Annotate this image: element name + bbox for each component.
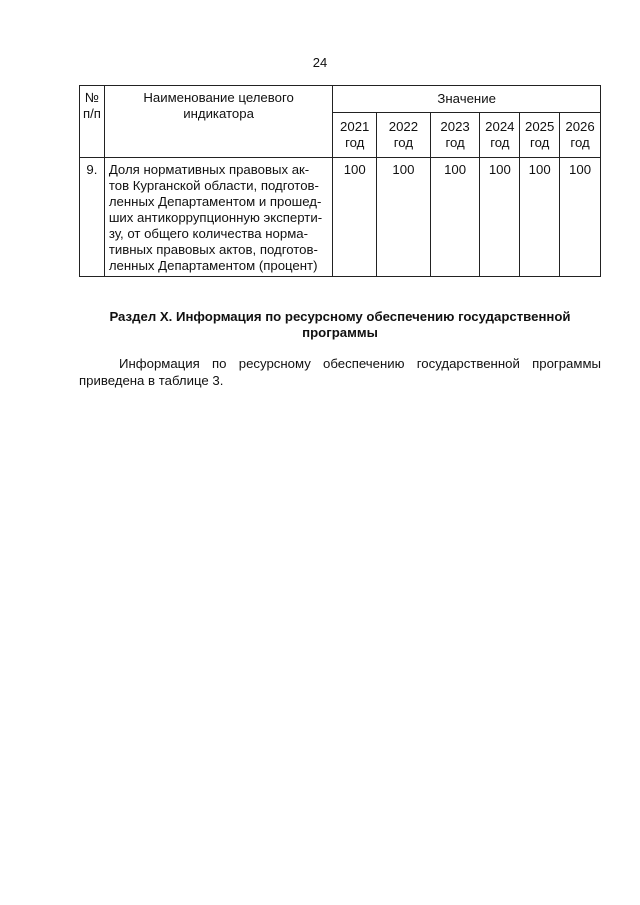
header-year-text: 2024 год [485,119,515,150]
section-paragraph: Информация по ресурсному обеспечению государственной программы приведена в таблице 3. [79,356,601,388]
header-year-text: 2022 год [388,119,419,150]
page-number: 24 [312,55,328,70]
header-num-text: № п/п [82,90,101,121]
header-year-text: 2025 год [525,119,555,150]
row-num: 9. [80,158,105,277]
header-name-text: Наименование целевого индикатора [143,90,294,121]
header-year [480,113,520,158]
header-year [520,113,560,158]
row-value: 100 [560,158,601,277]
header-year [560,113,601,158]
table-header-row [80,86,601,113]
row-value: 100 [430,158,480,277]
row-value: 100 [520,158,560,277]
row-value: 100 [377,158,431,277]
header-num [80,86,105,158]
row-name-text: Доля нормативных правовых ак- тов Курганской области, подготов- ленных Департаментом и прошед- ших антикоррупционную эксперти- зу, от общего количества норма- тивных правовых актов, подготов- ленных Департаментом (процент) [108,162,323,273]
table-row [80,158,601,277]
header-year-text: 2023 год [440,119,470,150]
row-name [104,158,332,277]
header-name [104,86,332,158]
header-year [377,113,431,158]
header-year-text: 2021 год [340,119,370,150]
header-values: Значение [333,86,601,113]
header-year [333,113,377,158]
row-value: 100 [480,158,520,277]
row-value: 100 [333,158,377,277]
header-year [430,113,480,158]
header-year-text: 2026 год [565,119,595,150]
section-title: Раздел X. Информация по ресурсному обеспечению государственной программы [109,309,571,340]
indicators-table [79,85,601,277]
